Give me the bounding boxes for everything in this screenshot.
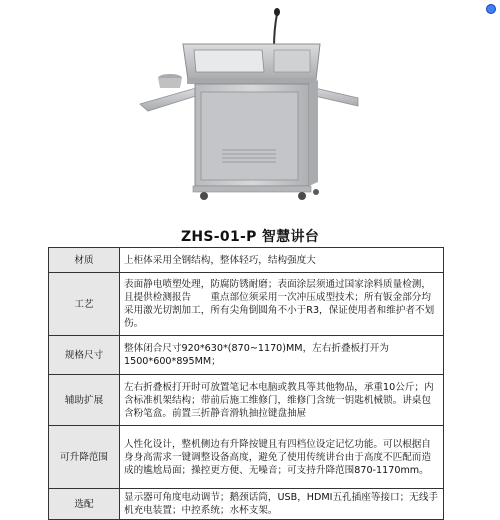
touch-screen bbox=[194, 50, 264, 72]
microphone-head bbox=[274, 8, 280, 16]
smart-podium-illustration bbox=[0, 0, 500, 212]
spec-label: 选配 bbox=[49, 489, 120, 520]
product-photo bbox=[0, 0, 500, 212]
spec-value: 显示器可角度电动调节；鹅颈话筒，USB，HDMI五孔插座等接口；无线手机充电装置；中控系统；水杯支架。 bbox=[120, 489, 444, 520]
spec-row bbox=[49, 489, 444, 520]
caster-wheel bbox=[298, 192, 306, 200]
spec-label: 辅助扩展 bbox=[49, 375, 120, 426]
caster-wheel bbox=[200, 192, 208, 200]
spec-row bbox=[49, 336, 444, 375]
spec-row bbox=[49, 375, 444, 426]
left-fold-board bbox=[140, 88, 196, 111]
spec-row bbox=[49, 273, 444, 336]
corner-dot-icon bbox=[486, 4, 496, 14]
spec-label: 规格尺寸 bbox=[49, 336, 120, 375]
spec-value: 表面静电喷塑处理，防腐防锈耐磨；表面涂层须通过国家涂料质量检测，且提供检测报告 重点部位须采用一次冲压成型技术；所有钣金部分均采用激光切割加工，所有尖角倒圆角不小于R3，保证使用者和维护者不划伤。 bbox=[120, 273, 444, 336]
spec-value: 上柜体采用全钢结构，整体轻巧，结构强度大 bbox=[120, 248, 444, 273]
microphone-gooseneck bbox=[274, 14, 277, 48]
spec-table bbox=[48, 247, 444, 520]
spec-row bbox=[49, 248, 444, 273]
spec-value: 左右折叠板打开时可放置笔记本电脑或教具等其他物品，承重10公斤；内含标准机架结构；带前后施工维修门，维修门含统一钥匙机械锁。讲桌包含粉笔盒。前置三折静音滑轨抽拉键盘抽屉 bbox=[120, 375, 444, 426]
spec-label: 可升降范围 bbox=[49, 426, 120, 489]
front-door bbox=[201, 92, 298, 180]
caster-wheel bbox=[313, 189, 319, 195]
podium-base bbox=[193, 186, 311, 192]
spec-value: 整体闭合尺寸920*630*(870~1170)MM，左右折叠板打开为1500*600*895MM； bbox=[120, 336, 444, 375]
spec-label: 材质 bbox=[49, 248, 120, 273]
spec-value: 人性化设计，整机侧边有升降按键且有四档位设定记忆功能。可以根据自身身高需求一键调整设备高度，避免了使用传统讲台由于高度不匹配而造成的尴尬局面；操控更方便、无噪音；可支持升降范围870-1170mm。 bbox=[120, 426, 444, 489]
spec-row bbox=[49, 426, 444, 489]
spec-label: 工艺 bbox=[49, 273, 120, 336]
product-title: ZHS-01-P 智慧讲台 bbox=[180, 229, 320, 245]
